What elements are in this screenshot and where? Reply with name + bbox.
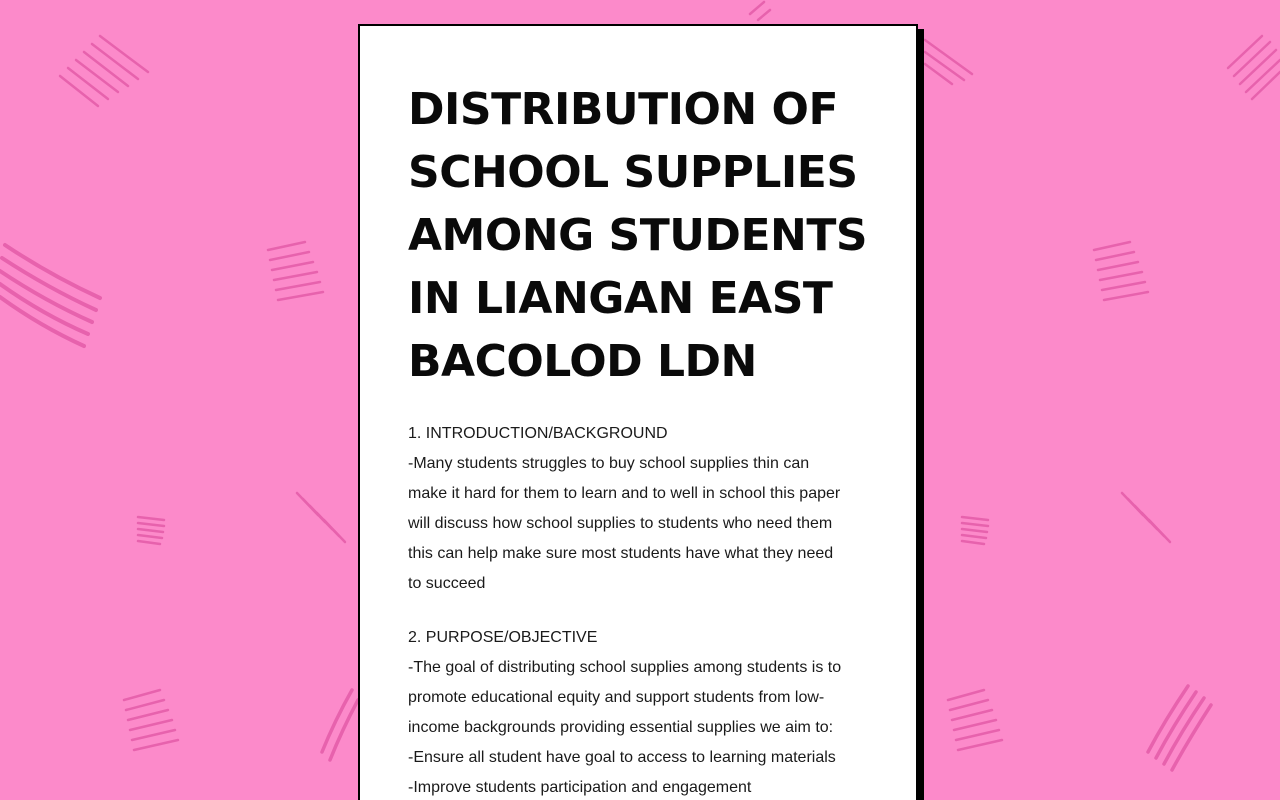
- hatch-decor-top-center: [750, 2, 770, 20]
- paragraph-line: -The goal of distributing school supplies among students is to: [408, 659, 842, 676]
- paragraph-line: will discuss how school supplies to students who need them: [408, 515, 833, 532]
- paragraph-line: to succeed: [408, 575, 486, 592]
- hatch-decor-right-small: [962, 517, 988, 544]
- paragraph-line: -Improve students participation and engagement: [408, 779, 752, 796]
- paragraph-line: make it hard for them to learn and to well in school this paper: [408, 485, 841, 502]
- section-purpose: [408, 623, 868, 800]
- section-introduction: [408, 419, 868, 599]
- hatch-decor-right-diag: [1122, 493, 1170, 542]
- curved-stripes-left: [0, 245, 100, 346]
- hatch-decor-left-small: [138, 517, 164, 544]
- hatch-decor-top-right: [1228, 36, 1280, 99]
- document-card: [358, 24, 918, 800]
- document-content: [360, 26, 916, 800]
- hatch-decor-right-mid: [1094, 242, 1148, 300]
- paragraph-line: this can help make sure most students have what they need: [408, 545, 834, 562]
- hatch-decor-top-left: [60, 36, 148, 106]
- hatch-decor-right-bottom: [948, 690, 1002, 750]
- paragraph-line: promote educational equity and support students from low-: [408, 689, 825, 706]
- paragraph-line: income backgrounds providing essential supplies we aim to:: [408, 719, 834, 736]
- hatch-decor-left-diag: [297, 493, 345, 542]
- hatch-decor-left-mid: [268, 242, 323, 300]
- paragraph-line: -Many students struggles to buy school supplies thin can: [408, 455, 810, 472]
- hatch-decor-top-right-card: [925, 40, 972, 84]
- curved-stripes-right-bottom: [1148, 686, 1211, 770]
- section-heading: 1. INTRODUCTION/BACKGROUND: [408, 425, 668, 442]
- hatch-decor-left-bottom: [124, 690, 178, 750]
- paragraph-line: -Ensure all student have goal to access to learning materials: [408, 749, 836, 766]
- document-title: DISTRIBUTION OF SCHOOL SUPPLIES AMONG STUDENTS IN LIANGAN EAST BACOLOD LDN: [408, 84, 868, 387]
- curved-stripes-left-bottom: [322, 690, 358, 760]
- section-heading: 2. PURPOSE/OBJECTIVE: [408, 629, 598, 646]
